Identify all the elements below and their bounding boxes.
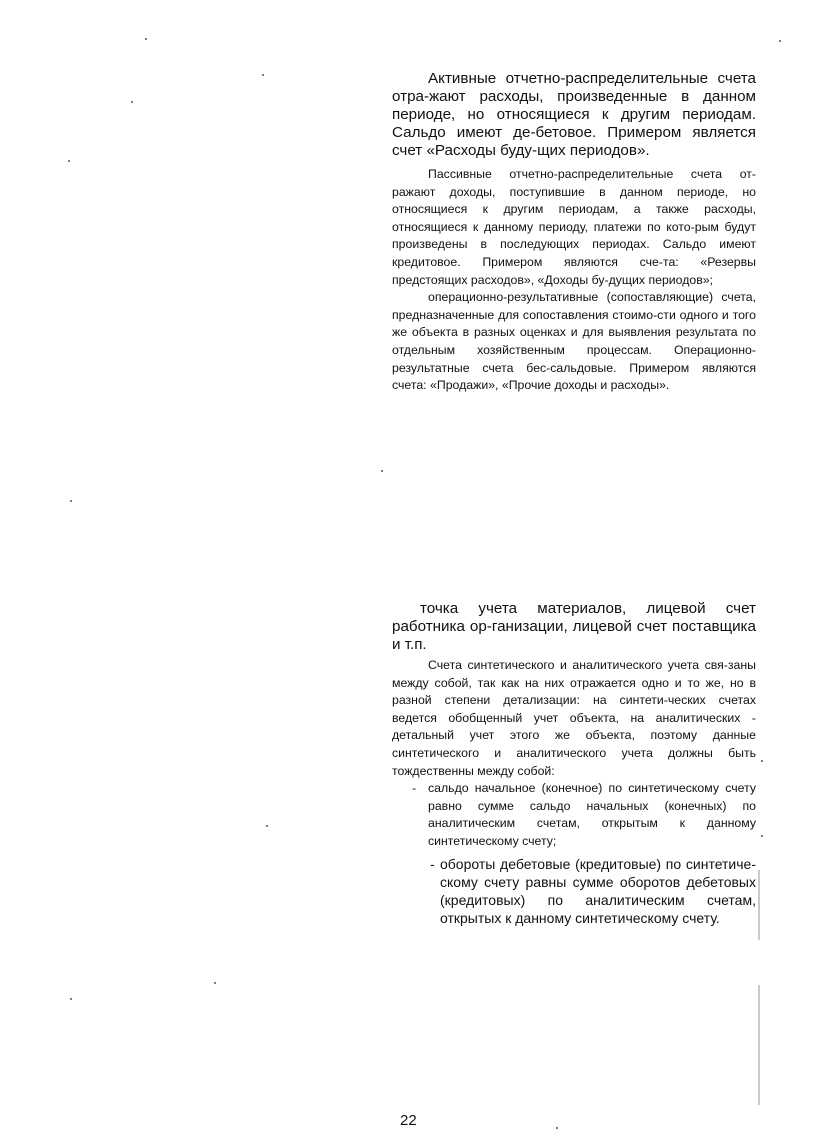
conditions-list [392, 780, 756, 927]
list-item-text: обороты дебетовые (кредитовые) по синтетиче-скому счету равны сумме оборотов дебетовых (кредитовых) по аналитическим счетам, открытых к данному синтетическому счету. [440, 855, 756, 927]
list-item [392, 855, 756, 928]
text-block-upper [392, 70, 756, 395]
scan-speck [761, 835, 763, 837]
scan-speck [131, 101, 133, 103]
paragraph-continuation: точка учета материалов, лицевой счет работника ор-ганизации, лицевой счет поставщика и т.п. [392, 600, 756, 653]
scan-speck [145, 38, 147, 40]
scan-edge-mark [758, 985, 760, 1105]
scan-speck [68, 160, 70, 162]
paragraph-operational-accounts: операционно-результативные (сопоставляющие) счета, предназначенные для сопоставления стоимо-сти одного и того же объекта в разных оценках и для выявления результата по отдельным хозяйственным процессам. Операционно-результатные счета бес-сальдовые. Примером являются счета: «Продажи», «Прочие доходы и расходы». [392, 290, 756, 393]
scan-speck [381, 470, 383, 472]
scan-speck [262, 74, 264, 76]
paragraph-passive-accounts: Пассивные отчетно-распределительные счета от-ражают доходы, поступившие в данном периоде, но относящиеся к другим периодам, а также расходы, относящиеся к данному периоду, платежи по кото-рым будут произведены в последующих периодах. Сальдо имеют кредитовое. Примером являются сче-та: «Резервы предстоящих расходов», «Доходы бу-дущих периодов»; [392, 167, 756, 287]
list-dash: - [412, 781, 417, 796]
list-item [392, 780, 756, 850]
scan-speck [214, 982, 216, 984]
scan-speck [779, 40, 781, 42]
list-dash: - [430, 855, 435, 872]
scan-speck [556, 1127, 558, 1129]
scan-speck [266, 825, 268, 827]
list-item-text: сальдо начальное (конечное) по синтетическому счету равно сумме сальдо начальных (конечных) по аналитическим счетам, открытым к данному синтетическому счету; [428, 781, 756, 848]
text-block-lower [392, 600, 756, 927]
scan-speck [70, 500, 72, 502]
paragraph-active-accounts: Активные отчетно-распределительные счета отра-жают расходы, произведенные в данном периоде, но относящиеся к другим периодам. Сальдо имеют де-бетовое. Примером является счет «Расходы буду-щих периодов». [392, 70, 756, 159]
scan-speck [70, 998, 72, 1000]
scan-edge-mark [758, 870, 760, 940]
scan-speck [761, 760, 763, 762]
page-number: 22 [400, 1112, 417, 1129]
paragraph-synthetic-analytic: Счета синтетического и аналитического учета свя-заны между собой, так как на них отражается одно и то же, но в разной степени детализации: на синтети-ческих счетах ведется обобщенный учет объекта, на аналитических - детальный учет этого же объекта, поэтому данные синтетического и аналитического учета должны быть тождественны между собой: [392, 658, 756, 778]
